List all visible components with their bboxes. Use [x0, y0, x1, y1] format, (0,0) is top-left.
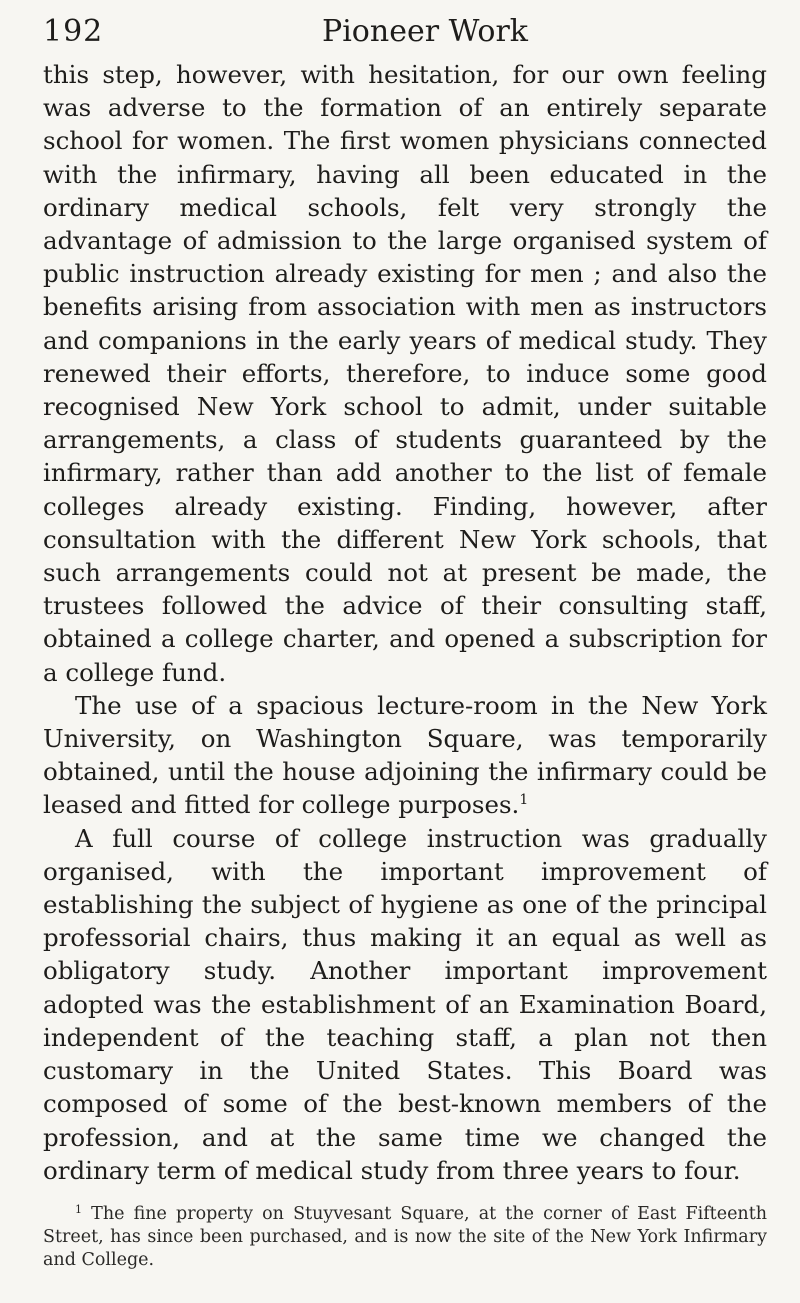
paragraph-text: The use of a spacious lecture-room in the New York University, on Washington Square, was temporarily obtained, until the house adjoining the infirmary could be leased and fitted for college purposes. — [43, 690, 767, 820]
paragraph-college-course: A full course of college instruction was gradually organised, with the important improvement of establishing the subject of hygiene as one of the principal professorial chairs, thus making it an equal as well as obligatory study. Another important improvement adopted was the establishment of an Examination Board, independent of the teaching staff, a plan not then customary in the United States. This Board was composed of some of the best-known members of the profession, and at the same time we changed the ordinary term of medical study from three years to four. — [43, 823, 767, 1185]
footnote — [43, 1203, 767, 1272]
paragraph-continuation: this step, however, with hesitation, for our own feeling was adverse to the formation of an entirely separate school for women. The first women physicians connected with the infirmary, having all been educated in the ordinary medical schools, felt very strongly the advantage of admission to the large organised system of public instruction already existing for men ; and also the benefits arising from association with men as instructors and companions in the early years of medical study. They renewed their efforts, therefore, to induce some good recognised New York school to admit, under suitable arrangements, a class of students guaranteed by the infirmary, rather than add another to the list of female colleges already existing. Finding, however, after consultation with the different New York schools, that such arrangements could not at present be made, the trustees followed the advice of their consulting staff, obtained a college charter, and opened a subscription for a college fund. — [43, 60, 767, 687]
running-title: Pioneer Work — [322, 14, 528, 49]
footnote-text: The fine property on Stuyvesant Square, at the corner of East Fifteenth Street, has since been purchased, and is now the site of the New York Infirmary and College. — [43, 1203, 767, 1270]
running-head — [43, 12, 767, 52]
body-text — [43, 58, 767, 1187]
footnote-marker: 1 — [75, 1202, 82, 1216]
page-number: 192 — [43, 14, 104, 49]
footnote-reference: 1 — [519, 792, 529, 809]
paragraph-lecture-room — [43, 689, 767, 822]
book-page — [43, 12, 767, 1272]
